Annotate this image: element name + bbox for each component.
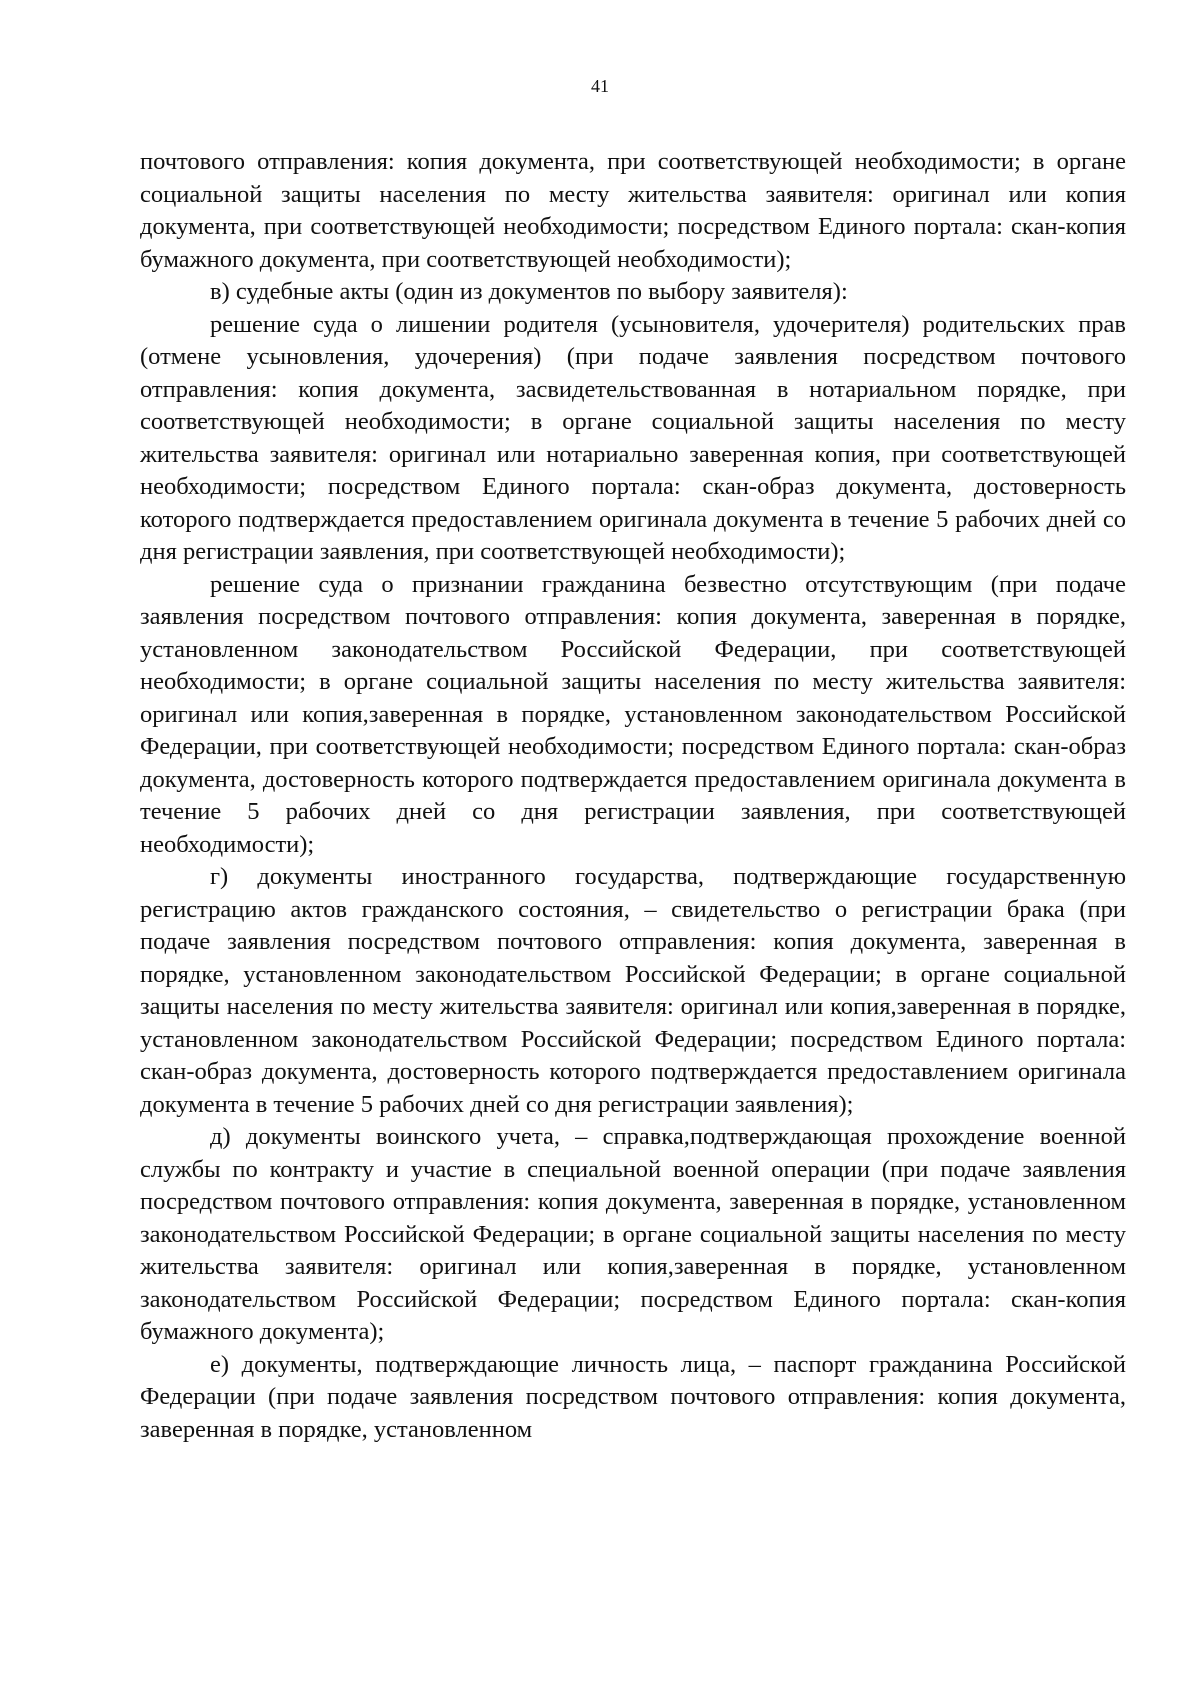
paragraph-item-e: е) документы, подтверждающие личность лица, – паспорт гражданина Российской Федерации (при подаче заявления посредством почтового отправления: копия документа, заверенная в порядке, установленном bbox=[140, 1350, 1126, 1443]
paragraph-item-v-heading: в) судебные акты (один из документов по выбору заявителя): bbox=[210, 278, 848, 305]
paragraph-court-missing: решение суда о признании гражданина безвестно отсутствующим (при подаче заявления посредством почтового отправления: копия документа, заверенная в порядке, установленном законодательством Российской Федерации, при соответствующей необходимости; в органе социальной защиты населения по месту жительства заявителя: оригинал или копия,заверенная в порядке, установленном законодательством Российской Федерации, при соответствующей необходимости; посредством Единого портала: скан-образ документа, достоверность которого подтверждается предоставлением оригинала документа в течение 5 рабочих дней со дня регистрации заявления, при соответствующей необходимости); bbox=[140, 570, 1126, 858]
document-body bbox=[140, 146, 1126, 1446]
paragraph-item-g: г) документы иностранного государства, подтверждающие государственную регистрацию актов гражданского состояния, – свидетельство о регистрации брака (при подаче заявления посредством почтового отправления: копия документа, заверенная в порядке, установленном законодательством Российской Федерации; в органе социальной защиты населения по месту жительства заявителя: оригинал или копия,заверенная в порядке, установленном законодательством Российской Федерации; посредством Единого портала: скан-образ документа, достоверность которого подтверждается предоставлением оригинала документа в течение 5 рабочих дней со дня регистрации заявления); bbox=[140, 863, 1126, 1118]
paragraph-court-deprivation: решение суда о лишении родителя (усыновителя, удочерителя) родительских прав (отмене усыновления, удочерения) (при подаче заявления посредством почтового отправления: копия документа, засвидетельствованная в нотариальном порядке, при соответствующей необходимости; в органе социальной защиты населения по месту жительства заявителя: оригинал или нотариально заверенная копия, при соответствующей необходимости; посредством Единого портала: скан-образ документа, достоверность которого подтверждается предоставлением оригинала документа в течение 5 рабочих дней со дня регистрации заявления, при соответствующей необходимости); bbox=[140, 310, 1126, 565]
page-number: 41 bbox=[591, 76, 609, 96]
paragraph-item-d: д) документы воинского учета, – справка,подтверждающая прохождение военной службы по контракту и участие в специальной военной операции (при подаче заявления посредством почтового отправления: копия документа, заверенная в порядке, установленном законодательством Российской Федерации; в органе социальной защиты населения по месту жительства заявителя: оригинал или копия,заверенная в порядке, установленном законодательством Российской Федерации; посредством Единого портала: скан-копия бумажного документа); bbox=[140, 1123, 1126, 1345]
paragraph-continuation: почтового отправления: копия документа, при соответствующей необходимости; в органе социальной защиты населения по месту жительства заявителя: оригинал или копия документа, при соответствующей необходимости; посредством Единого портала: скан-копия бумажного документа, при соответствующей необходимости); bbox=[140, 148, 1126, 273]
